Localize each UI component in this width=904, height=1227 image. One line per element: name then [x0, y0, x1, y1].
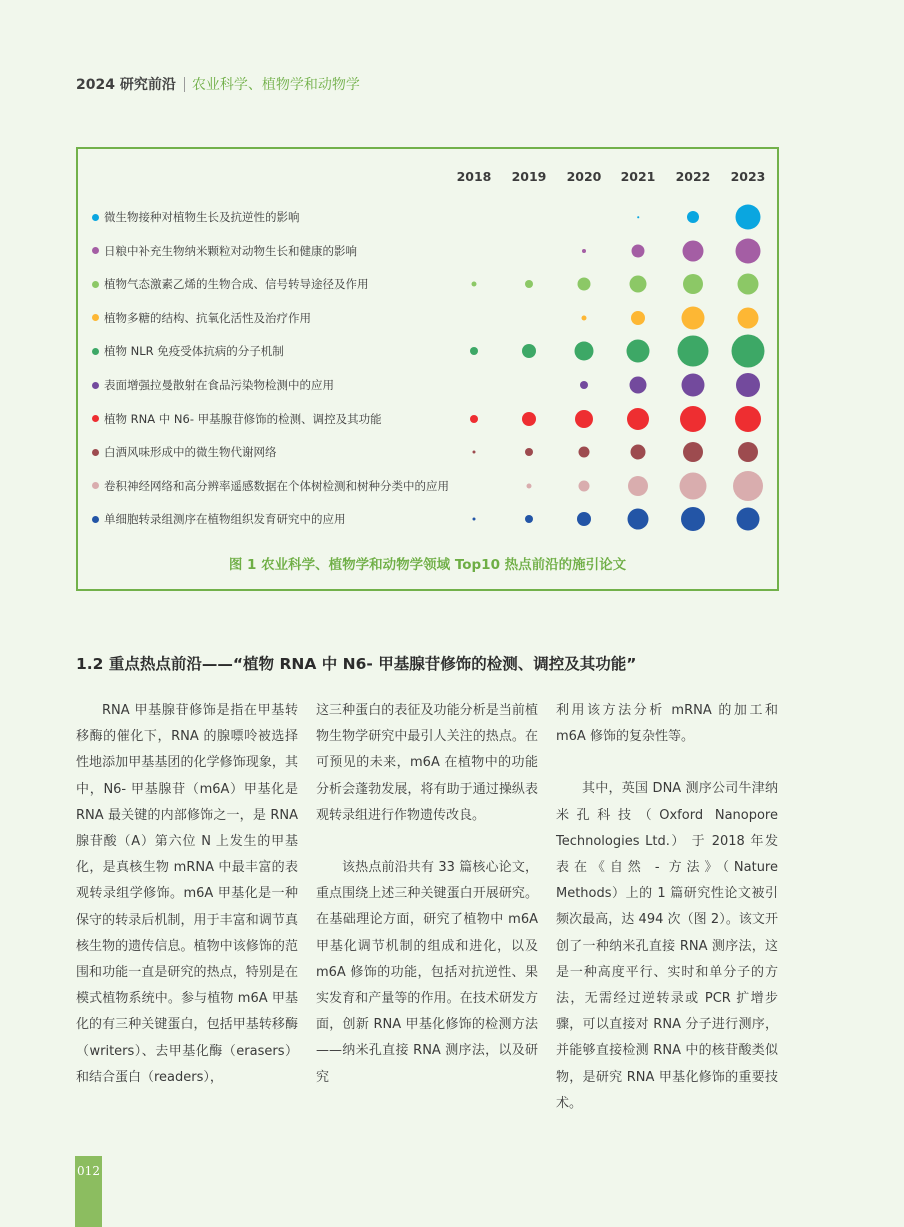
section-heading: 1.2 重点热点前沿——“植物 RNA 中 N6- 甲基腺苷修饰的检测、调控及其功能”: [76, 655, 637, 673]
legend-text: 植物 NLR 免疫受体抗病的分子机制: [104, 344, 284, 359]
data-bubble: [736, 238, 761, 263]
data-bubble: [735, 406, 761, 432]
header-divider: [184, 77, 185, 92]
paragraph: 其中，英国 DNA 测序公司牛津纳米孔科技（Oxford Nanopore Technologies Ltd.） 于 2018 年发表在《自然 - 方法》（Nature Methods）上的 1 篇研究性论文被引频次最高，达 494 次（图 2）。该文开创了一种纳米孔直接 RNA 测序法，这是一种高度平行、实时和单分子的方法，无需经过逆转录或 PCR 扩增步骤，可以直接对 RNA 分子进行测序，并能够直接检测 RNA 中的核苷酸类似物，是研究 RNA 甲基化修饰的重要技术。: [556, 781, 778, 1111]
data-bubble: [737, 508, 760, 531]
paragraph: 该热点前沿共有 33 篇核心论文，重点围绕上述三种关键蛋白开展研究。在基础理论方面，研究了植物中 m6A 甲基化调节机制的组成和进化，以及 m6A 修饰的功能，包括对抗逆性、果实发育和产量等的作用。在技术研发方面，创新 RNA 甲基化修饰的检测方法——纳米孔直接 RNA 测序法，以及研究: [316, 860, 538, 1085]
legend-row-label: [92, 442, 277, 462]
year-column-header: 2023: [730, 169, 766, 184]
data-bubble: [736, 373, 760, 397]
data-bubble: [732, 335, 765, 368]
legend-row-label: [92, 241, 357, 261]
data-bubble: [738, 274, 759, 295]
legend-text: 微生物接种对植物生长及抗逆性的影响: [104, 210, 300, 224]
data-bubble: [579, 447, 590, 458]
data-bubble: [577, 512, 591, 526]
data-bubble: [580, 381, 588, 389]
paragraph-gap: [556, 750, 778, 776]
section-name: 农业科学、植物学和动物学: [191, 77, 360, 93]
data-bubble: [682, 306, 705, 329]
legend-dot-icon: [92, 482, 99, 489]
data-bubble: [632, 244, 645, 257]
data-bubble: [631, 311, 645, 325]
legend-text: 卷积神经网络和高分辨率遥感数据在个体树检测和树种分类中的应用: [104, 478, 449, 493]
data-bubble: [527, 483, 532, 488]
legend-text: 日粮中补充生物纳米颗粒对动物生长和健康的影响: [104, 243, 357, 258]
text-column-3: [556, 698, 778, 1117]
legend-row-label: [92, 476, 449, 496]
text-column-1: [76, 698, 298, 1091]
data-bubble: [738, 307, 759, 328]
legend-text: 植物气态激素乙烯的生物合成、信号转导途径及作用: [104, 277, 369, 292]
data-bubble: [683, 274, 703, 294]
data-bubble: [470, 415, 478, 423]
legend-dot-icon: [92, 314, 99, 321]
legend-row-label: [92, 274, 369, 294]
data-bubble: [678, 336, 709, 367]
data-bubble: [680, 472, 707, 499]
legend-dot-icon: [92, 516, 99, 523]
year-column-header: 2018: [456, 169, 492, 184]
figure-1-bubble-chart: [76, 147, 779, 591]
legend-dot-icon: [92, 415, 99, 422]
data-bubble: [628, 476, 648, 496]
data-bubble: [575, 342, 594, 361]
running-header: [76, 73, 360, 95]
data-bubble: [687, 211, 699, 223]
text-column-2: [316, 698, 538, 1091]
data-bubble: [522, 412, 536, 426]
data-bubble: [522, 344, 536, 358]
report-title: 2024 研究前沿: [76, 77, 176, 93]
data-bubble: [630, 377, 647, 394]
legend-dot-icon: [92, 348, 99, 355]
legend-row-label: [92, 409, 382, 429]
data-bubble: [472, 282, 477, 287]
data-bubble: [578, 278, 591, 291]
year-column-header: 2020: [566, 169, 602, 184]
data-bubble: [627, 408, 649, 430]
year-column-header: 2022: [675, 169, 711, 184]
data-bubble: [470, 347, 478, 355]
year-column-header: 2019: [511, 169, 547, 184]
data-bubble: [579, 480, 590, 491]
data-bubble: [473, 451, 476, 454]
data-bubble: [582, 315, 587, 320]
legend-row-label: [92, 509, 346, 529]
data-bubble: [627, 340, 650, 363]
legend-row-label: [92, 341, 284, 361]
legend-text: 植物 RNA 中 N6- 甲基腺苷修饰的检测、调控及其功能: [104, 411, 382, 426]
data-bubble: [683, 442, 703, 462]
data-bubble: [733, 471, 763, 501]
data-bubble: [628, 509, 649, 530]
legend-dot-icon: [92, 247, 99, 254]
legend-text: 植物多糖的结构、抗氧化活性及治疗作用: [104, 310, 311, 325]
data-bubble: [681, 507, 705, 531]
data-bubble: [525, 280, 533, 288]
legend-dot-icon: [92, 382, 99, 389]
data-bubble: [637, 216, 639, 218]
legend-dot-icon: [92, 449, 99, 456]
data-bubble: [736, 205, 761, 230]
legend-text: 表面增强拉曼散射在食品污染物检测中的应用: [104, 378, 334, 392]
data-bubble: [680, 406, 706, 432]
legend-row-label: [92, 207, 300, 227]
data-bubble: [631, 445, 646, 460]
figure-caption: 图 1 农业科学、植物学和动物学领域 Top10 热点前沿的施引论文: [228, 557, 627, 573]
year-column-header: 2021: [620, 169, 656, 184]
page-number: 012: [77, 1164, 100, 1178]
paragraph-gap: [316, 829, 538, 855]
data-bubble: [525, 448, 533, 456]
paragraph: 这三种蛋白的表征及功能分析是当前植物生物学研究中最引人关注的热点。在可预见的未来，m6A 在植物中的功能分析会蓬勃发展，将有助于通过操纵表观转录组进行作物遗传改良。: [316, 703, 538, 823]
legend-dot-icon: [92, 214, 99, 221]
paragraph: 利用该方法分析 mRNA 的加工和 m6A 修饰的复杂性等。: [556, 703, 778, 745]
data-bubble: [473, 518, 476, 521]
legend-text: 单细胞转录组测序在植物组织发育研究中的应用: [104, 512, 346, 527]
legend-row-label: [92, 375, 334, 395]
data-bubble: [582, 249, 586, 253]
legend-text: 白酒风味形成中的微生物代谢网络: [104, 445, 277, 460]
legend-row-label: [92, 308, 311, 328]
paragraph: RNA 甲基腺苷修饰是指在甲基转移酶的催化下，RNA 的腺嘌呤被选择性地添加甲基基团的化学修饰现象，其中，N6- 甲基腺苷（m6A）甲基化是 RNA 最关键的内部修饰之一，是 RNA 腺苷酸（A）第六位 N 上发生的甲基化，是真核生物 mRNA 中最丰富的表观转录组学修饰。m6A 甲基化是一种保守的转录后机制，用于丰富和调节真核生物的遗传信息。植物中该修饰的范围和功能一直是研究的热点，特别是在模式植物系统中。参与植物 m6A 甲基化的有三种关键蛋白，包括甲基转移酶（writers）、去甲基化酶（erasers）和结合蛋白（readers），: [76, 703, 298, 1085]
legend-dot-icon: [92, 281, 99, 288]
page-number-tab: [75, 1156, 102, 1227]
data-bubble: [738, 442, 758, 462]
data-bubble: [525, 515, 533, 523]
data-bubble: [575, 410, 593, 428]
data-bubble: [630, 276, 647, 293]
data-bubble: [682, 374, 705, 397]
data-bubble: [683, 240, 704, 261]
